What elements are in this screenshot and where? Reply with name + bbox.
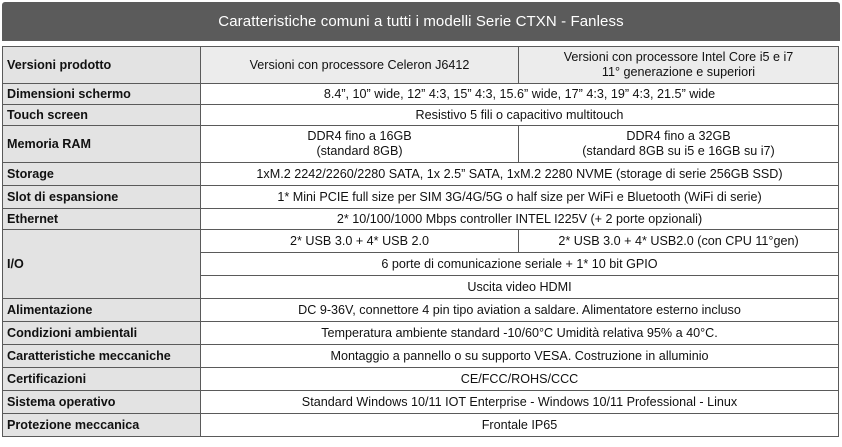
memoria-core-line1: DDR4 fino a 32GB <box>626 129 731 143</box>
row-label-dimensioni: Dimensioni schermo <box>3 84 201 105</box>
versioni-core-line1: Versioni con processore Intel Core i5 e i7 <box>563 50 794 64</box>
table-row <box>3 163 839 186</box>
dimensioni-value: 8.4”, 10” wide, 12” 4:3, 15” 4:3, 15.6” wide, 17” 4:3, 19” 4:3, 21.5” wide <box>201 84 839 105</box>
versioni-core <box>519 47 839 84</box>
row-label-certificazioni: Certificazioni <box>3 368 201 391</box>
table-row <box>3 414 839 437</box>
row-label-sistema: Sistema operativo <box>3 391 201 414</box>
versioni-celeron: Versioni con processore Celeron J6412 <box>201 47 519 84</box>
sistema-value: Standard Windows 10/11 IOT Enterprise - Windows 10/11 Professional - Linux <box>201 391 839 414</box>
table-row <box>3 105 839 126</box>
table-row <box>3 209 839 230</box>
row-label-io: I/O <box>3 230 201 299</box>
slot-value: 1* Mini PCIE full size per SIM 3G/4G/5G o half size per WiFi e Bluetooth (WiFi di serie) <box>201 186 839 209</box>
row-label-touch: Touch screen <box>3 105 201 126</box>
row-label-storage: Storage <box>3 163 201 186</box>
row-label-condizioni: Condizioni ambientali <box>3 322 201 345</box>
table-row <box>3 126 839 163</box>
table-row <box>3 47 839 84</box>
row-label-versioni: Versioni prodotto <box>3 47 201 84</box>
table-row <box>3 84 839 105</box>
ethernet-value: 2* 10/100/1000 Mbps controller INTEL I225V (+ 2 porte opzionali) <box>201 209 839 230</box>
row-label-alimentazione: Alimentazione <box>3 299 201 322</box>
alimentazione-value: DC 9-36V, connettore 4 pin tipo aviation a saldare. Alimentatore esterno incluso <box>201 299 839 322</box>
memoria-celeron <box>201 126 519 163</box>
condizioni-value: Temperatura ambiente standard -10/60°C Umidità relativa 95% a 40°C. <box>201 322 839 345</box>
table-row <box>3 322 839 345</box>
protezione-value: Frontale IP65 <box>201 414 839 437</box>
row-label-slot: Slot di espansione <box>3 186 201 209</box>
row-label-ethernet: Ethernet <box>3 209 201 230</box>
table-row <box>3 345 839 368</box>
spec-sheet <box>2 2 840 443</box>
io-video: Uscita video HDMI <box>201 276 839 299</box>
row-label-meccaniche: Caratteristiche meccaniche <box>3 345 201 368</box>
table-row <box>3 391 839 414</box>
certificazioni-value: CE/FCC/ROHS/CCC <box>201 368 839 391</box>
table-title: Caratteristiche comuni a tutti i modelli Serie CTXN - Fanless <box>2 2 840 46</box>
memoria-celeron-line1: DDR4 fino a 16GB <box>307 129 412 143</box>
io-usb-celeron: 2* USB 3.0 + 4* USB 2.0 <box>201 230 519 253</box>
memoria-core-line2: (standard 8GB su i5 e 16GB su i7) <box>582 144 775 158</box>
table-row <box>3 368 839 391</box>
table-row <box>3 186 839 209</box>
row-label-memoria: Memoria RAM <box>3 126 201 163</box>
io-usb-core: 2* USB 3.0 + 4* USB2.0 (con CPU 11°gen) <box>519 230 839 253</box>
storage-value: 1xM.2 2242/2260/2280 SATA, 1x 2.5” SATA, 1xM.2 2280 NVME (storage di serie 256GB SSD) <box>201 163 839 186</box>
meccaniche-value: Montaggio a pannello o su supporto VESA. Costruzione in alluminio <box>201 345 839 368</box>
memoria-core <box>519 126 839 163</box>
io-serial: 6 porte di comunicazione seriale + 1* 10 bit GPIO <box>201 253 839 276</box>
spec-table <box>2 46 839 437</box>
table-row <box>3 299 839 322</box>
touch-value: Resistivo 5 fili o capacitivo multitouch <box>201 105 839 126</box>
versioni-core-line2: 11° generazione e superiori <box>601 65 756 79</box>
row-label-protezione: Protezione meccanica <box>3 414 201 437</box>
memoria-celeron-line2: (standard 8GB) <box>316 144 403 158</box>
table-row <box>3 230 839 253</box>
